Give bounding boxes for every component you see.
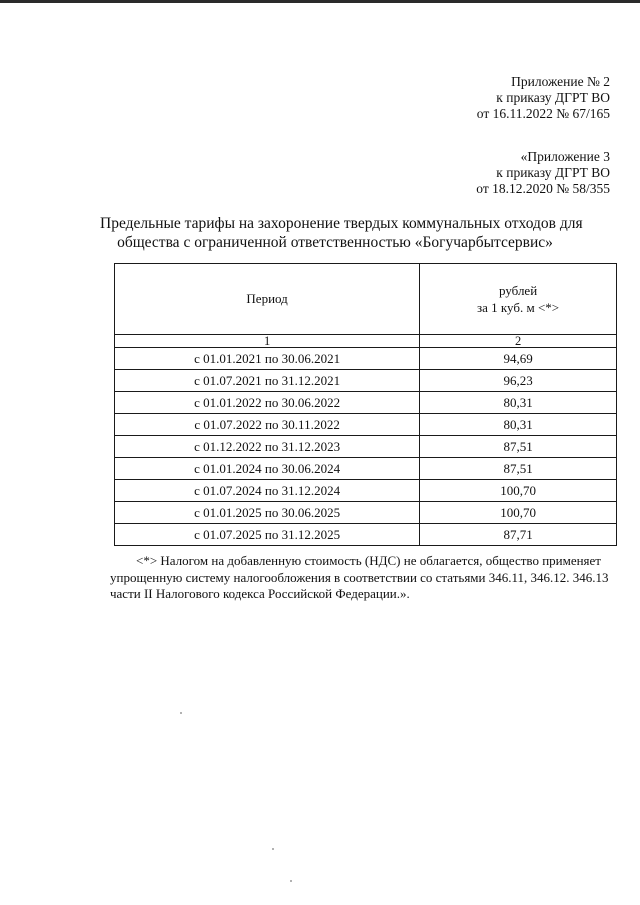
order-reference: к приказу ДГРТ ВО <box>496 165 610 180</box>
period-cell: с 01.07.2025 по 31.12.2025 <box>115 524 420 546</box>
title-line: Предельные тарифы на захоронение твердых коммунальных отходов для <box>100 215 583 232</box>
unit-label: рублей <box>499 283 538 298</box>
table-row <box>115 414 617 436</box>
document-title <box>100 214 583 252</box>
table-row <box>115 480 617 502</box>
unit-label: за 1 куб. м <*> <box>477 300 560 315</box>
value-cell: 80,31 <box>420 414 617 436</box>
period-cell: с 01.07.2024 по 31.12.2024 <box>115 480 420 502</box>
period-cell: с 01.01.2025 по 30.06.2025 <box>115 502 420 524</box>
table-header-row <box>115 264 617 335</box>
scan-speck <box>180 712 182 714</box>
value-cell: 94,69 <box>420 348 617 370</box>
table-row <box>115 458 617 480</box>
table-row <box>115 524 617 546</box>
table-row <box>115 502 617 524</box>
column-header-price <box>420 264 617 335</box>
period-cell: с 01.07.2021 по 31.12.2021 <box>115 370 420 392</box>
tariff-table <box>114 263 617 546</box>
table-row <box>115 370 617 392</box>
footnote-line: <*> Налогом на добавленную стоимость (НДС) не облагается, общество применяет <box>136 553 601 568</box>
order-reference: к приказу ДГРТ ВО <box>496 90 610 105</box>
value-cell: 96,23 <box>420 370 617 392</box>
appendix-number: «Приложение 3 <box>520 149 610 164</box>
footnote-line: части II Налогового кодекса Российской Федерации.». <box>110 586 410 601</box>
column-header-period: Период <box>115 264 420 335</box>
appendix-header-previous <box>476 149 610 197</box>
column-number-row <box>115 335 617 348</box>
footnote-line: упрощенную систему налогообложения в соответствии со статьями 346.11, 346.12. 346.13 <box>110 569 609 585</box>
value-cell: 100,70 <box>420 502 617 524</box>
period-cell: с 01.01.2021 по 30.06.2021 <box>115 348 420 370</box>
value-cell: 87,51 <box>420 458 617 480</box>
column-number: 2 <box>420 335 617 348</box>
value-cell: 87,51 <box>420 436 617 458</box>
order-date-number: от 18.12.2020 № 58/355 <box>476 181 610 196</box>
period-cell: с 01.01.2022 по 30.06.2022 <box>115 392 420 414</box>
period-cell: с 01.12.2022 по 31.12.2023 <box>115 436 420 458</box>
footnote <box>110 553 616 603</box>
appendix-header-current <box>477 74 610 122</box>
column-number: 1 <box>115 335 420 348</box>
period-cell: с 01.07.2022 по 30.11.2022 <box>115 414 420 436</box>
scan-speck <box>290 880 292 882</box>
value-cell: 100,70 <box>420 480 617 502</box>
scan-speck <box>272 848 274 850</box>
appendix-number: Приложение № 2 <box>511 74 610 89</box>
title-line: общества с ограниченной ответственностью «Богучарбытсервис» <box>117 234 553 251</box>
value-cell: 80,31 <box>420 392 617 414</box>
order-date-number: от 16.11.2022 № 67/165 <box>476 106 610 121</box>
scan-edge <box>0 0 640 3</box>
value-cell: 87,71 <box>420 524 617 546</box>
table-row <box>115 392 617 414</box>
table-row <box>115 436 617 458</box>
period-cell: с 01.01.2024 по 30.06.2024 <box>115 458 420 480</box>
table-row <box>115 348 617 370</box>
